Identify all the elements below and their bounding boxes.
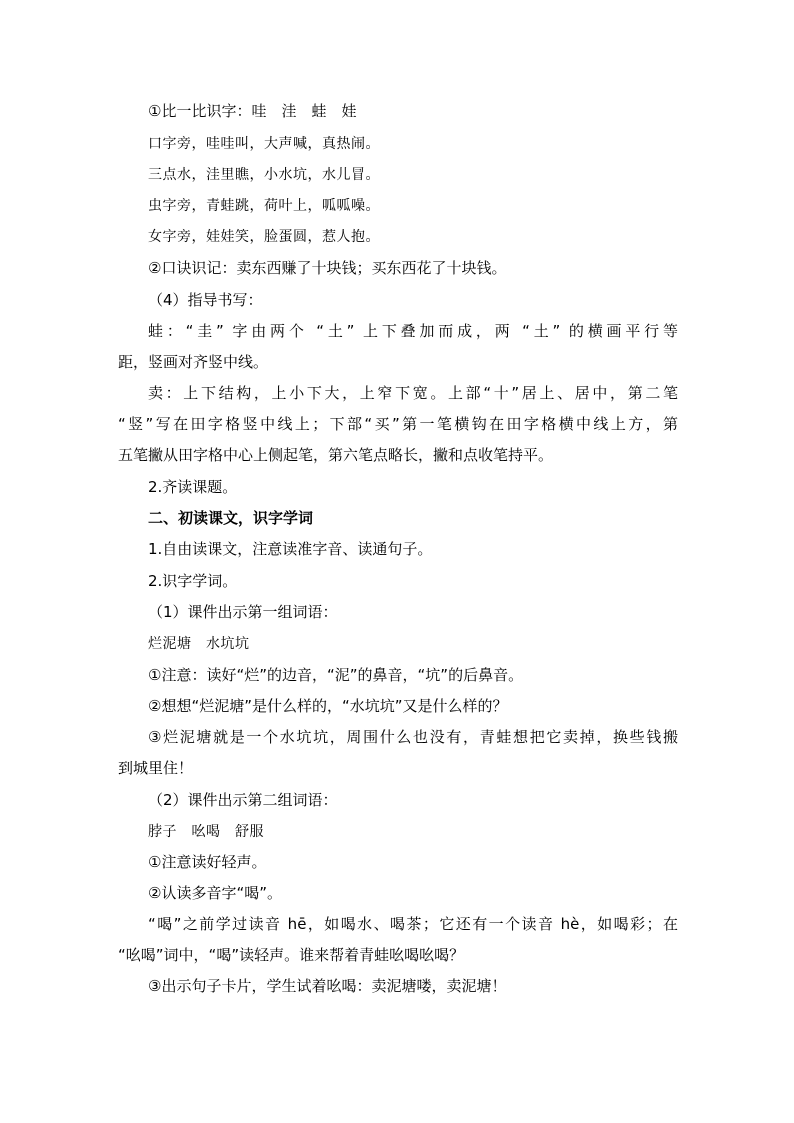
word-learning-item: 2.识字学词。 xyxy=(148,572,238,590)
he-pronunciation-line2: “吆喝”词中，“喝”读轻声。谁来帮着青蛙吆喝吆喝？ xyxy=(118,946,465,964)
he-pronunciation-line1: “喝”之前学过读音 hē，如喝水、喝茶；它还有一个读音 hè，如喝彩；在 xyxy=(148,915,678,933)
free-reading-item: 1.自由读课文，注意读准字音、读通句子。 xyxy=(148,540,433,558)
word-group-two-words: 脖子 吆喝 舒服 xyxy=(148,824,264,840)
sentence-card-item: ③出示句子卡片，学生试着吆喝：卖泥塘喽，卖泥塘！ xyxy=(148,977,507,995)
word-group-one-words: 烂泥塘 水坑坑 xyxy=(148,636,250,652)
mud-pond-explanation-line1: ③烂泥塘就是一个水坑坑，周围什么也没有，青蛙想把它卖掉，换些钱搬 xyxy=(148,728,678,746)
mud-pond-explanation-line2: 到城里住！ xyxy=(118,759,194,777)
pronunciation-note: ①注意：读好“烂”的边音，“泥”的鼻音，“坑”的后鼻音。 xyxy=(148,666,524,684)
mai-writing-paragraph-line1: 卖：上下结构，上小下大，上窄下宽。上部“十”居上、居中，第二笔 xyxy=(148,384,678,402)
section-heading-first-reading: 二、初读课文，识字学词 xyxy=(148,509,314,527)
read-title-item: 2.齐读课题。 xyxy=(148,478,238,496)
wa-writing-paragraph-line2: 距，竖画对齐竖中线。 xyxy=(118,353,269,371)
rhyme-line-water-radical: 三点水，洼里瞧，小水坑，水儿冒。 xyxy=(148,167,380,183)
word-group-one-heading: （1）课件出示第一组词语： xyxy=(148,603,338,621)
writing-guide-heading: （4）指导书写： xyxy=(148,291,263,309)
think-question: ②想想“烂泥塘”是什么样的，“水坑坑”又是什么样的？ xyxy=(148,697,508,715)
word-group-two-heading: （2）课件出示第二组词语： xyxy=(148,791,338,809)
rhyme-line-mouth-radical: 口字旁，哇哇叫，大声喊，真热闹。 xyxy=(148,136,380,152)
rhyme-line-woman-radical: 女字旁，娃娃笑，脸蛋圆，惹人抱。 xyxy=(148,229,380,245)
wa-writing-paragraph-line1: 蛙：“圭” 字由两个 “土” 上下叠加而成，两 “土” 的横画平行等 xyxy=(148,322,678,340)
mnemonic-line: ②口诀识记：卖东西赚了十块钱；买东西花了十块钱。 xyxy=(148,259,507,277)
polyphonic-character-item: ②认读多音字“喝”。 xyxy=(148,884,282,902)
mai-writing-paragraph-line3: 五笔撇从田字格中心上侧起笔，第六笔点略长，撇和点收笔持平。 xyxy=(118,446,554,464)
neutral-tone-note: ①注意读好轻声。 xyxy=(148,853,267,871)
compare-characters-heading: ①比一比识字：哇 洼 蛙 娃 xyxy=(148,102,357,120)
rhyme-line-insect-radical: 虫字旁，青蛙跳，荷叶上，呱呱噪。 xyxy=(148,198,380,214)
mai-writing-paragraph-line2: “竖”写在田字格竖中线上；下部“买”第一笔横钩在田字格横中线上方，第 xyxy=(118,415,678,433)
